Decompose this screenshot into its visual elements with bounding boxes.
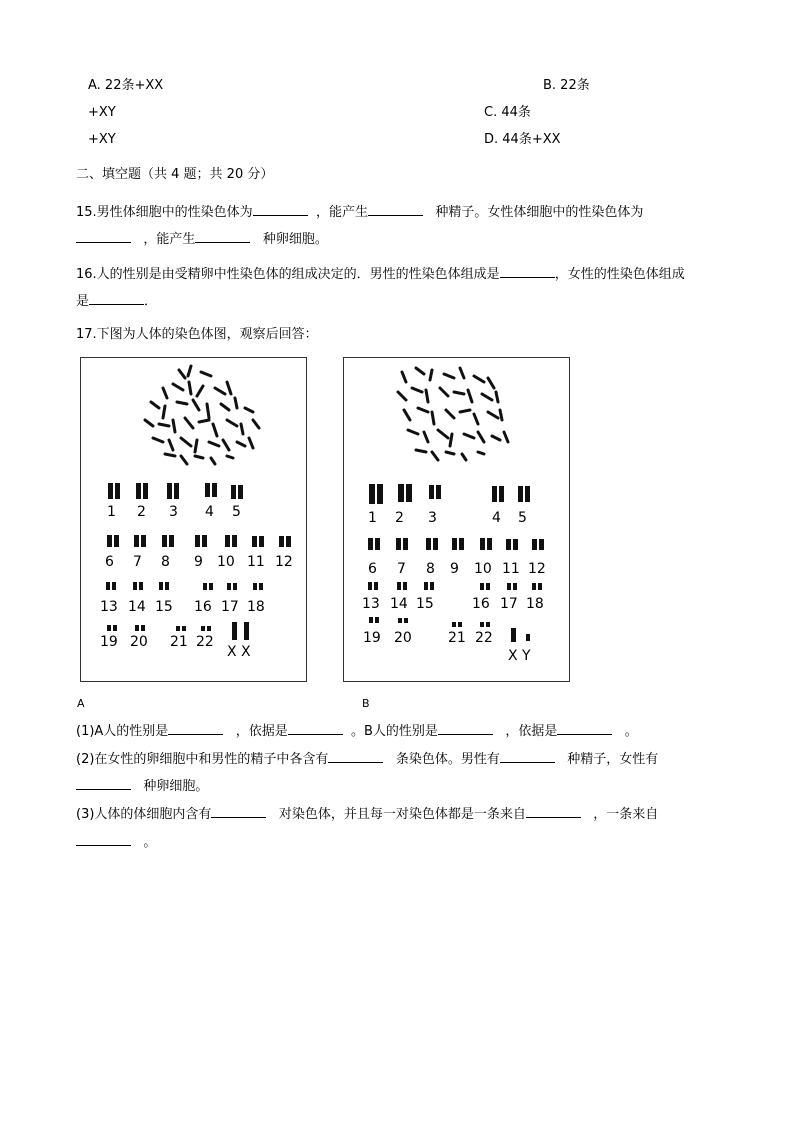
q15-text-2: ，能产生 <box>315 205 368 220</box>
question-15-line1 <box>76 203 643 221</box>
q17-p1-text-4: ，依据是 <box>505 724 558 739</box>
pair-label: 18 <box>526 596 544 612</box>
pair-label: 7 <box>133 554 142 570</box>
pair-label: 3 <box>169 504 178 520</box>
question-17-part3-line1 <box>76 805 658 823</box>
sex-chromosome-label: X X <box>227 644 251 660</box>
question-17-part1 <box>76 722 638 740</box>
pair-label: 18 <box>247 599 265 615</box>
answer-blank[interactable] <box>438 722 493 735</box>
answer-blank[interactable] <box>211 805 266 818</box>
pair-label: 16 <box>472 596 490 612</box>
pair-label: 20 <box>394 630 412 646</box>
q17-p3-text-1: (3)人体的体细胞内含有 <box>76 807 212 822</box>
pair-label: 1 <box>107 504 116 520</box>
pair-label: 14 <box>390 596 408 612</box>
pair-label: 4 <box>492 510 501 526</box>
answer-blank[interactable] <box>195 230 250 243</box>
q15-text-5: 种卵细胞。 <box>262 232 328 247</box>
q16-text-1: 16.人的性别是由受精卵中性染色体的组成决定的．男性的性染色体组成是 <box>76 267 500 282</box>
pair-label: 12 <box>275 554 293 570</box>
pair-label: 7 <box>397 561 406 577</box>
karyotype-figure-b <box>343 357 570 682</box>
answer-blank[interactable] <box>288 722 343 735</box>
pair-label: 10 <box>474 561 492 577</box>
pair-label: 2 <box>395 510 404 526</box>
q17-p2-text-3: 种精子，女性有 <box>567 752 659 767</box>
pair-label: 16 <box>194 599 212 615</box>
answer-blank[interactable] <box>89 292 144 305</box>
answer-blank[interactable] <box>76 777 131 790</box>
q17-p1-text-5: 。 <box>624 724 638 739</box>
pair-label: 8 <box>426 561 435 577</box>
option-a: A. 22条+XX <box>88 78 164 93</box>
q16-text-2: ，女性的性染色体组成 <box>554 267 685 282</box>
pair-label: 11 <box>502 561 520 577</box>
question-16-line1 <box>76 265 685 283</box>
pair-label: 17 <box>221 599 239 615</box>
q17-p1-text-1: (1)A人的性别是 <box>76 724 169 739</box>
q15-text-4: ，能产生 <box>143 232 196 247</box>
option-b: B. 22条 <box>543 78 590 93</box>
pair-label: 17 <box>500 596 518 612</box>
question-17-part2-line1 <box>76 750 658 768</box>
q16-text-3: 是 <box>76 294 90 309</box>
question-17-part2-line2 <box>76 777 208 795</box>
pair-label: 6 <box>105 554 114 570</box>
option-a-continued: +XY <box>88 105 116 120</box>
question-15-line2 <box>76 230 328 248</box>
option-b-continued: +XY <box>88 132 116 147</box>
q17-p3-text-4: 。 <box>143 835 157 850</box>
section-title: 二、填空题（共 4 题；共 20 分） <box>76 167 274 182</box>
q15-text-3: 种精子。女性体细胞中的性染色体为 <box>435 205 644 220</box>
q17-p2-text-1: (2)在女性的卵细胞中和男性的精子中各含有 <box>76 752 329 767</box>
pair-label: 13 <box>362 596 380 612</box>
pair-label: 15 <box>155 599 173 615</box>
pair-label: 3 <box>428 510 437 526</box>
q17-p3-text-3: ，一条来自 <box>593 807 659 822</box>
answer-blank[interactable] <box>76 230 131 243</box>
pair-label: 14 <box>128 599 146 615</box>
q15-text-1: 15.男性体细胞中的性染色体为 <box>76 205 253 220</box>
question-17-title: 17.下图为人体的染色体图，观察后回答： <box>76 327 318 342</box>
pair-label: 6 <box>368 561 377 577</box>
pair-label: 5 <box>232 504 241 520</box>
answer-blank[interactable] <box>76 833 131 846</box>
q16-text-4: ． <box>144 294 158 309</box>
pair-label: 15 <box>416 596 434 612</box>
pair-label: 19 <box>100 634 118 650</box>
option-c: C. 44条 <box>484 105 531 120</box>
pair-label: 12 <box>528 561 546 577</box>
answer-blank[interactable] <box>253 203 308 216</box>
pair-label: 19 <box>363 630 381 646</box>
question-17-part3-line2 <box>76 833 156 851</box>
pair-label: 13 <box>100 599 118 615</box>
pair-label: 4 <box>205 504 214 520</box>
q17-p2-text-2: 条染色体。男性有 <box>395 752 500 767</box>
pair-label: 2 <box>137 504 146 520</box>
answer-blank[interactable] <box>500 265 555 278</box>
pair-label: 22 <box>475 630 493 646</box>
pair-label: 21 <box>448 630 466 646</box>
pair-label: 21 <box>170 634 188 650</box>
chromosome-pairs-b <box>344 358 569 658</box>
pair-label: 20 <box>130 634 148 650</box>
answer-blank[interactable] <box>526 805 581 818</box>
pair-label: 1 <box>368 510 377 526</box>
q17-p2-text-4: 种卵细胞。 <box>143 779 209 794</box>
pair-label: 9 <box>194 554 203 570</box>
q17-p1-text-2: ，依据是 <box>235 724 288 739</box>
figure-a-caption: A <box>77 697 85 710</box>
pair-label: 22 <box>196 634 214 650</box>
option-d: D. 44条+XX <box>484 132 561 147</box>
answer-blank[interactable] <box>557 722 612 735</box>
q17-p3-text-2: 对染色体，并且每一对染色体都是一条来自 <box>278 807 526 822</box>
pair-label: 11 <box>247 554 265 570</box>
pair-label: 5 <box>518 510 527 526</box>
answer-blank[interactable] <box>368 203 423 216</box>
answer-blank[interactable] <box>328 750 383 763</box>
sex-chromosome-label: X Y <box>508 648 531 664</box>
answer-blank[interactable] <box>500 750 555 763</box>
pair-label: 9 <box>450 561 459 577</box>
answer-blank[interactable] <box>168 722 223 735</box>
q17-p1-text-3: 。B人的性别是 <box>351 724 438 739</box>
figure-b-caption: B <box>362 697 370 710</box>
pair-label: 10 <box>217 554 235 570</box>
pair-label: 8 <box>161 554 170 570</box>
karyotype-figure-a <box>80 357 307 682</box>
question-16-line2 <box>76 292 157 310</box>
